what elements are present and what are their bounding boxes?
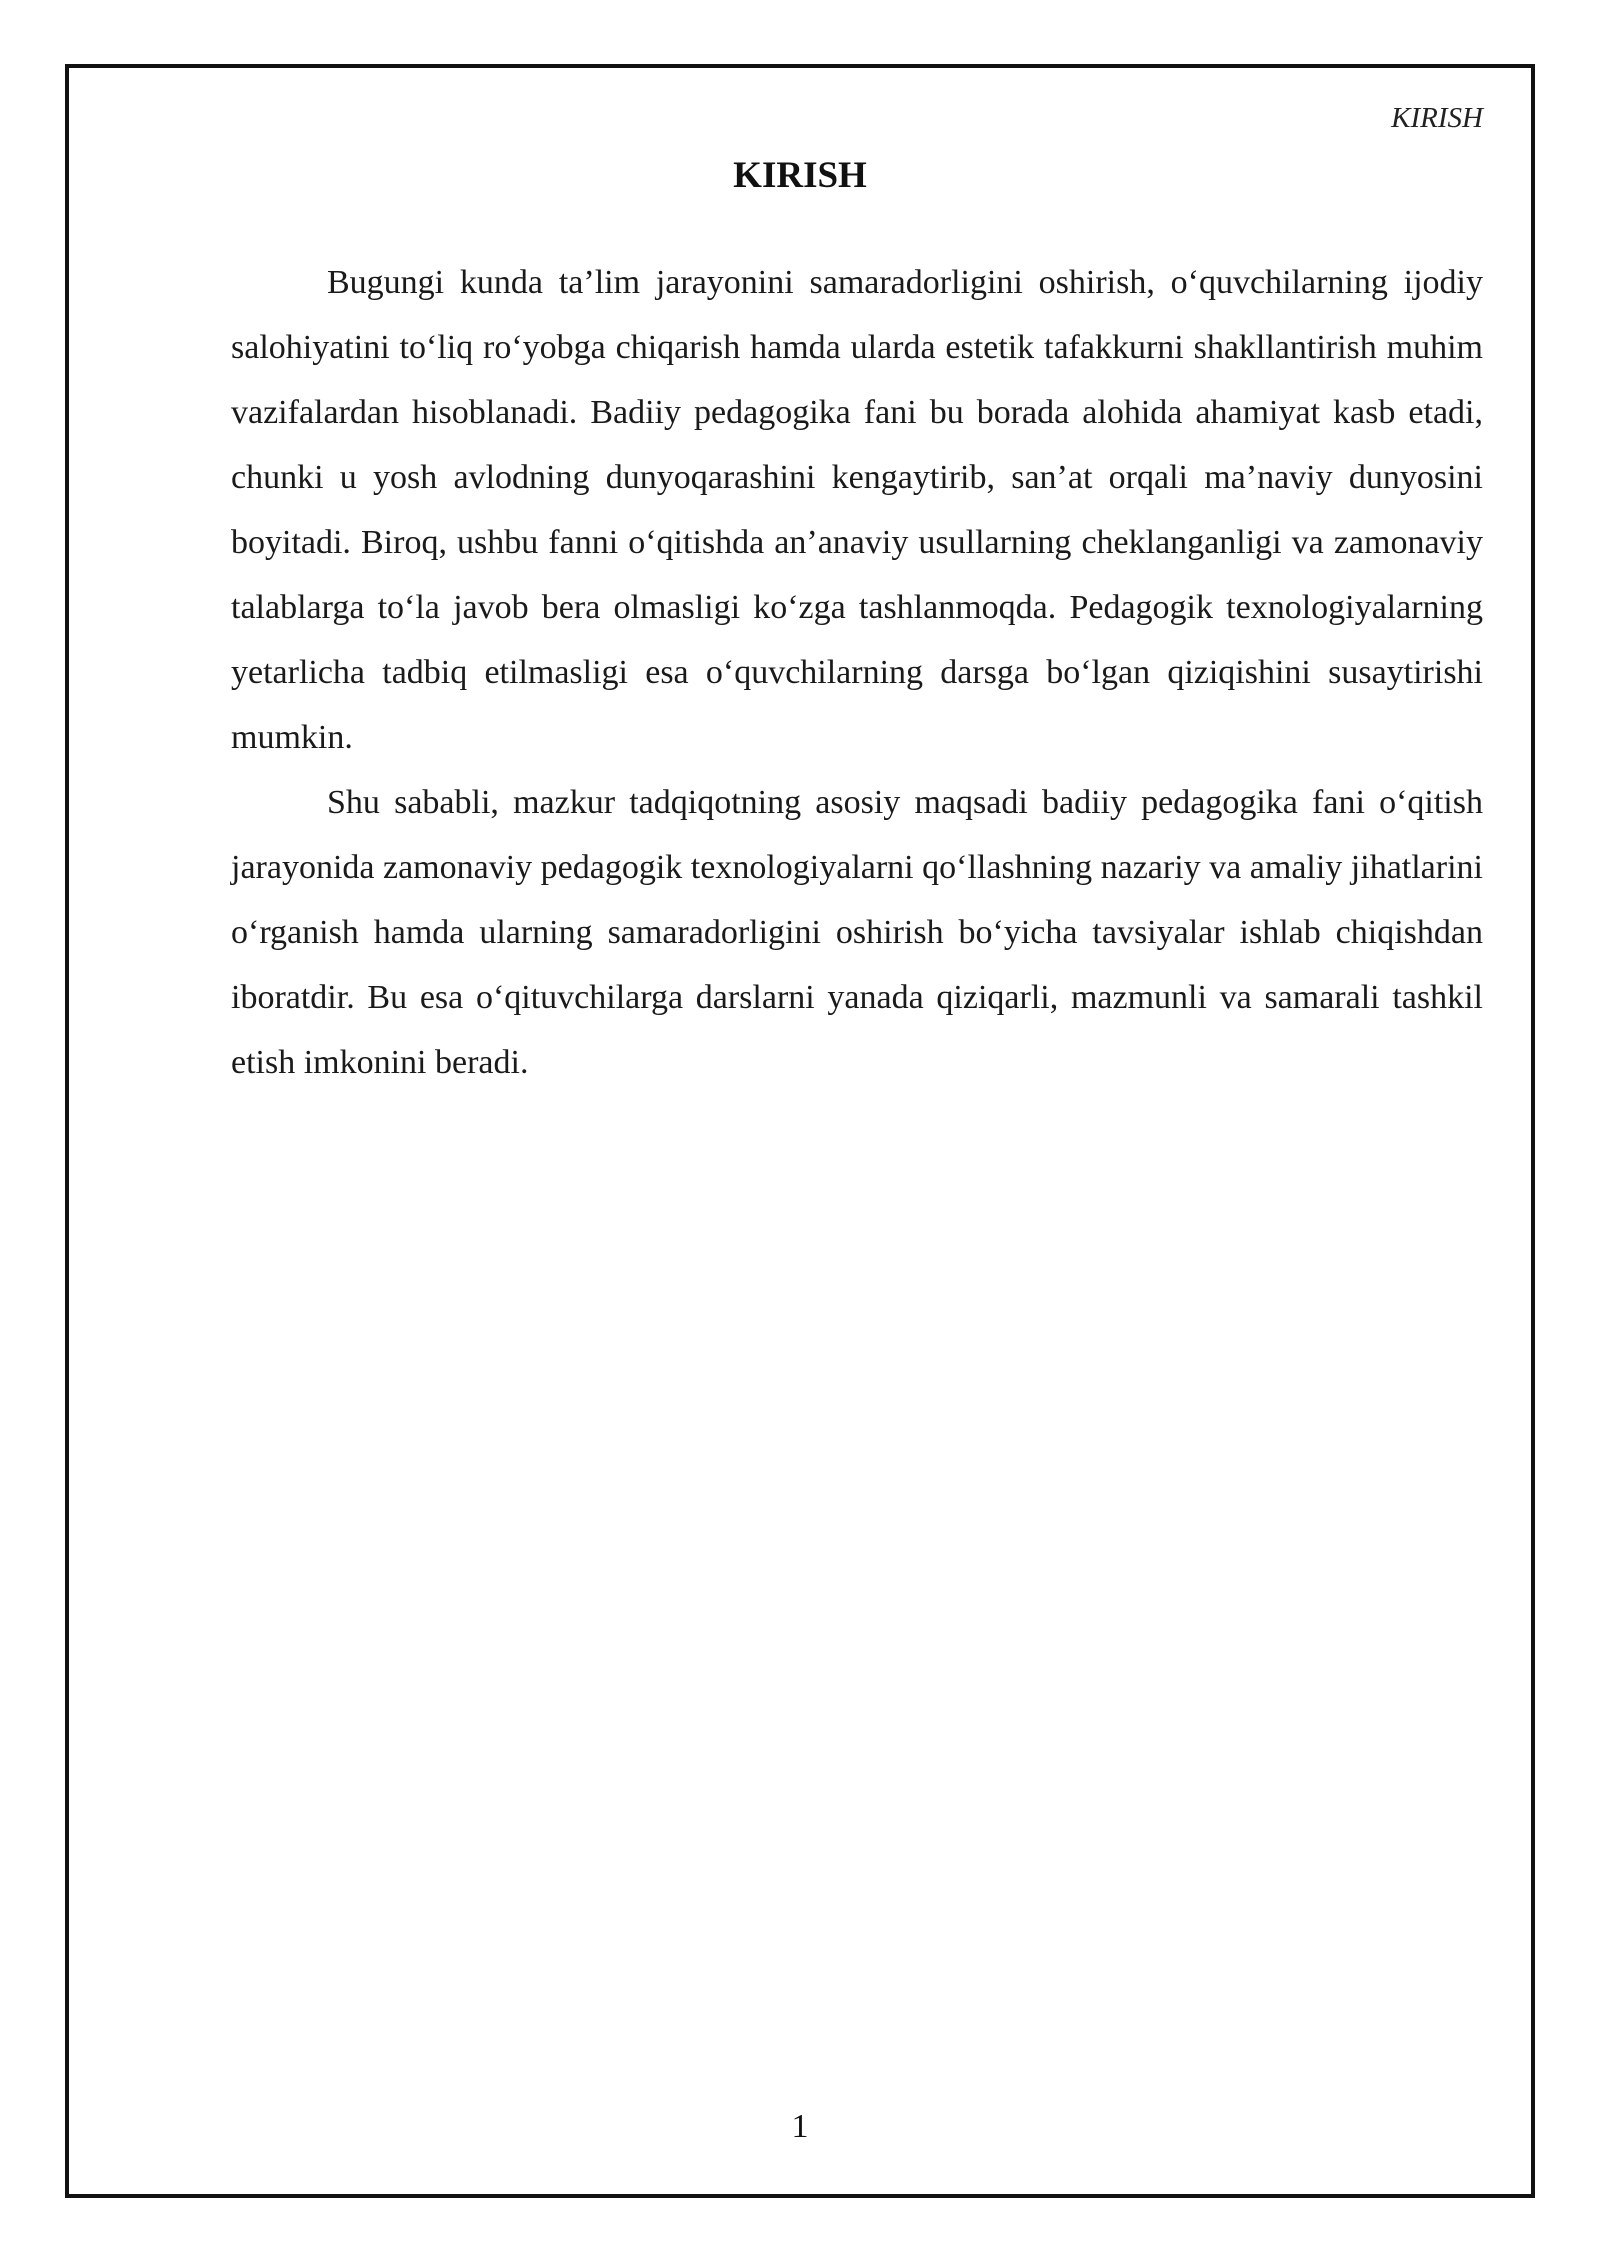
body-text bbox=[231, 250, 1483, 1095]
running-header: KIRISH bbox=[1391, 102, 1483, 134]
page-border-frame bbox=[65, 64, 1535, 2198]
paragraph-1: Bugungi kunda ta’lim jarayonini samaradorligini oshirish, o‘quvchilarning ijodiy salohiyatini to‘liq ro‘yobga chiqarish hamda ularda estetik tafakkurni shakllantirish muhim vazifalardan hisoblanadi. Badiiy pedagogika fani bu borada alohida ahamiyat kasb etadi, chunki u yosh avlodning dunyoqarashini kengaytirib, san’at orqali ma’naviy dunyosini boyitadi. Biroq, ushbu fanni o‘qitishda an’anaviy usullarning cheklanganligi va zamonaviy talablarga to‘la javob bera olmasligi ko‘zga tashlanmoqda. Pedagogik texnologiyalarning yetarlicha tadbiq etilmasligi esa o‘quvchilarning darsga bo‘lgan qiziqishini susaytirishi mumkin. bbox=[231, 264, 1483, 756]
page-number: 1 bbox=[791, 2108, 809, 2145]
paragraph-2: Shu sababli, mazkur tadqiqotning asosiy maqsadi badiiy pedagogika fani o‘qitish jarayonida zamonaviy pedagogik texnologiyalarni qo‘llashning nazariy va amaliy jihatlarini o‘rganish hamda ularning samaradorligini oshirish bo‘yicha tavsiyalar ishlab chiqishdan iboratdir. Bu esa o‘qituvchilarga darslarni yanada qiziqarli, mazmunli va samarali tashkil etish imkonini beradi. bbox=[231, 784, 1483, 1081]
page-title: KIRISH bbox=[733, 155, 867, 196]
